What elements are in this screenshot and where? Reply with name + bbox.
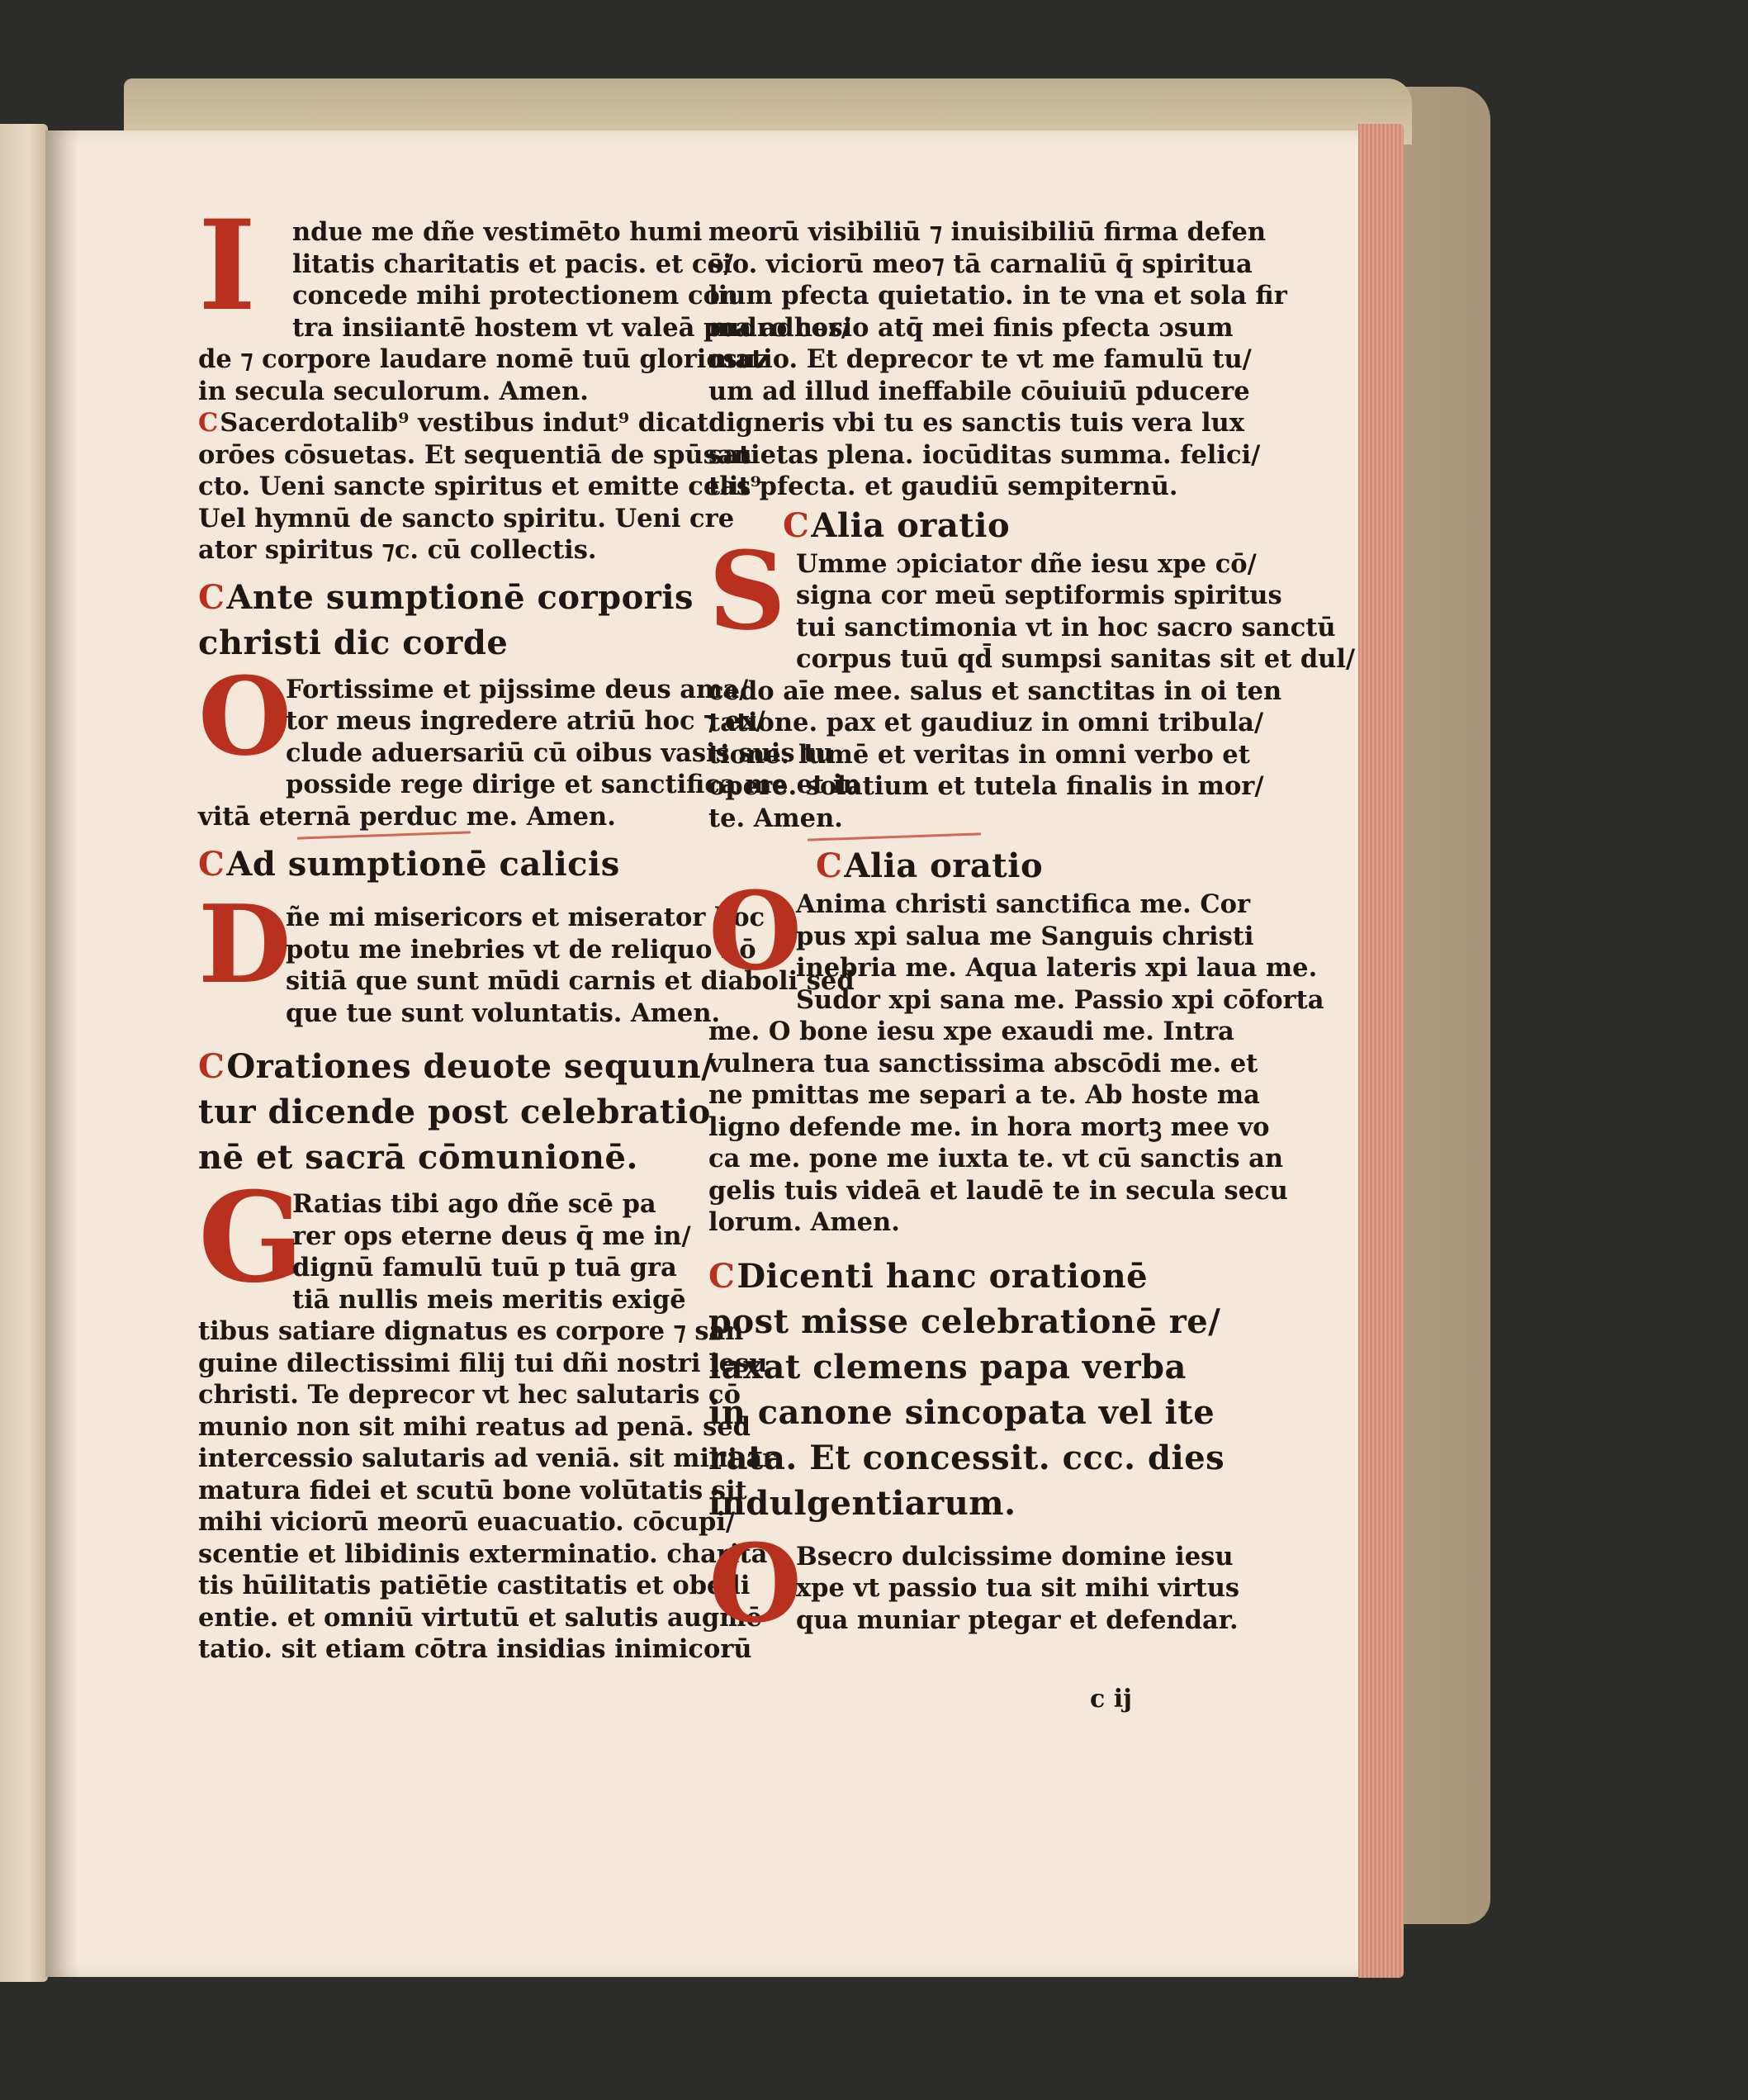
heading-line: indulgentiarum. xyxy=(708,1483,1016,1523)
text-line: opere. solatium et tutela finalis in mor/ xyxy=(708,771,1264,801)
text-line: lorum. Amen. xyxy=(708,1207,900,1237)
dropcap-initial: S xyxy=(708,527,786,654)
rubric-initial: C xyxy=(198,845,225,884)
heading-line xyxy=(816,843,1212,889)
text-line: vitā eternā perduc me. Amen. xyxy=(198,801,616,832)
signature-mark: c ij xyxy=(1090,1685,1132,1714)
text-line: Ratias tibi ago dñe scē pa xyxy=(292,1189,656,1219)
text-line: tione. lumē et veritas in omni verbo et xyxy=(708,739,1250,770)
text-line: scentie et libidinis exterminatio. charita xyxy=(198,1538,768,1569)
text-line: que tue sunt voluntatis. Amen. xyxy=(286,998,721,1028)
text-line: ne pmittas me separi a te. Ab hoste ma xyxy=(708,1080,1260,1110)
page-edges xyxy=(1358,124,1404,1978)
text-line: matio. Et deprecor te vt me famulū tu/ xyxy=(708,344,1252,374)
text-line: qua muniar ptegar et defendar. xyxy=(796,1605,1239,1635)
text-run: Orationes deuote sequun/ xyxy=(226,1047,714,1086)
text-line: cedo aīe mee. salus et sanctitas in oi ten xyxy=(708,676,1282,706)
text-run: Ad sumptionē calicis xyxy=(226,845,620,884)
text-line: xpe vt passio tua sit mihi virtus xyxy=(796,1573,1240,1603)
text-line: Sudor xpi sana me. Passio xpi cōforta xyxy=(796,984,1324,1015)
text-line: ndue me dñe vestimēto humi xyxy=(292,217,703,247)
paragraph-domine-mi xyxy=(198,881,855,1029)
heading-line xyxy=(198,1044,714,1089)
paragraph-anima-christi xyxy=(708,868,1324,1239)
text-line: signa cor meū septiformis spiritus xyxy=(796,581,1282,610)
heading-line: laxat clemens papa verba xyxy=(708,1347,1187,1387)
text-line: Bsecro dulcissime domine iesu xyxy=(796,1541,1234,1571)
text-line: clude aduersariū cū oibus vasis suis tu xyxy=(286,737,834,768)
text-line: intercessio salutaris ad veniā. sit mihi ar xyxy=(198,1443,776,1473)
text-line: inebria me. Aqua lateris xpi laua me. xyxy=(796,953,1318,983)
text-run: Sacerdotalib⁹ vestibus indut⁹ dicat xyxy=(220,408,709,438)
rubric-initial: C xyxy=(198,1047,225,1086)
text-run: Alia oratio xyxy=(811,505,1011,545)
text-line: dignū famulū tuū p tuā gra xyxy=(292,1253,677,1282)
text-line: ator spiritus ⁊c. cū collectis. xyxy=(198,535,597,565)
text-line: ligno defende me. in hora mortꝫ mee vo xyxy=(708,1112,1270,1142)
rubric-initial: C xyxy=(783,505,810,545)
rubric-initial: C xyxy=(198,408,219,438)
text-line: tis hūilitatis patiētie castitatis et obedi xyxy=(198,1571,751,1600)
heading-line xyxy=(198,841,698,887)
text-line: christi. Te deprecor vt hec salutaris cō xyxy=(198,1380,741,1410)
paragraph-summe xyxy=(708,527,1356,835)
dropcap-initial: D xyxy=(198,881,291,1007)
spacer xyxy=(198,566,698,575)
text-line: vulnera tua sanctissima abscōdi me. et xyxy=(708,1048,1258,1078)
text-line: te. Amen. xyxy=(708,803,843,833)
paragraph-obsecro xyxy=(708,1519,1240,1647)
text-line: sitiā que sunt mūdi carnis et diaboli sed xyxy=(286,966,855,996)
heading-dicenti-hanc xyxy=(708,1254,1225,1526)
rubric-initial: C xyxy=(816,846,843,885)
text-line: tor meus ingredere atriū hoc ⁊ ex/ xyxy=(286,706,765,736)
paragraph-gratias xyxy=(198,1165,776,1666)
heading-line: rata. Et concessit. ccc. dies xyxy=(708,1438,1225,1477)
text-line: de ⁊ corpore laudare nomē tuū gloriosuz xyxy=(198,344,770,374)
text-line: pus xpi salua me Sanguis christi xyxy=(796,921,1254,951)
dropcap-initial: I xyxy=(198,193,257,339)
right-column xyxy=(708,216,1356,1647)
text-line: tatione. pax et gaudiuz in omni tribula/ xyxy=(708,708,1264,737)
dropcap-initial: G xyxy=(198,1165,305,1311)
text-line: gelis tuis videā et laudē te in secula secu xyxy=(708,1175,1288,1206)
text-line: litatis charitatis et pacis. et cō/ xyxy=(292,249,733,279)
rubric-initial: C xyxy=(198,577,225,617)
text-line: orōes cōsuetas. Et sequentiā de spūsan xyxy=(198,439,752,470)
text-run: Dicenti hanc orationē xyxy=(737,1256,1149,1296)
text-line: ñe mi misericors et miserator hoc xyxy=(286,903,765,932)
spacer xyxy=(708,1239,1212,1254)
rubric-initial: C xyxy=(708,1256,736,1296)
dropcap-initial: O xyxy=(708,1519,803,1647)
heading-line: nē et sacrā cōmunionē. xyxy=(198,1138,638,1177)
text-line: posside rege dirige et sanctifica me et in xyxy=(286,770,861,799)
text-run: Ante sumptionē corporis xyxy=(226,577,694,617)
text-line: concede mihi protectionem con xyxy=(292,281,739,310)
text-line: Anima christi sanctifica me. Cor xyxy=(796,889,1251,919)
heading-alia-oratio-2 xyxy=(816,843,1212,889)
text-line: Umme ɔpiciator dñe iesu xpe cō/ xyxy=(796,548,1257,579)
text-line: tra insiiantē hostem vt valeā pudro cor/ xyxy=(292,312,851,343)
text-line: digneris vbi tu es sanctis tuis vera lux xyxy=(708,408,1244,438)
heading-orationes-deuote xyxy=(198,1044,714,1180)
text-line: matura fidei et scutū bone volūtatis sit xyxy=(198,1475,747,1505)
heading-line: christi dic corde xyxy=(198,623,509,662)
heading-line xyxy=(198,575,698,620)
heading-line xyxy=(708,1254,1212,1299)
heading-line xyxy=(783,503,1212,548)
text-line: tas pfecta. et gaudiū sempiternū. xyxy=(708,472,1178,501)
dropcap-initial: O xyxy=(708,868,803,994)
text-line: um ad illud ineffabile cōuiuiū pducere xyxy=(708,376,1250,406)
text-line: in secula seculorum. Amen. xyxy=(198,376,589,406)
paragraph-induе xyxy=(198,193,851,407)
text-line: me. O bone iesu xpe exaudi me. Intra xyxy=(708,1017,1234,1046)
text-line: meorū visibiliū ⁊ inuisibiliū firma defen xyxy=(708,217,1267,247)
text-line: satietas plena. iocūditas summa. felici/ xyxy=(708,439,1261,470)
text-line: mihi viciorū meorū euacuatio. cōcupi/ xyxy=(198,1507,736,1537)
paragraph-sacerdotalibus xyxy=(198,407,761,566)
text-line: sio. viciorū meo⁊ tā carnaliū q̄ spiritua xyxy=(708,249,1253,279)
text-line: cto. Ueni sancte spiritus et emitte celit⁹ xyxy=(198,472,761,501)
text-line: tui sanctimonia vt in hoc sacro sanctū xyxy=(796,612,1336,642)
text-line: potu me inebries vt de reliquo nō xyxy=(286,934,756,965)
spacer xyxy=(198,1029,698,1044)
left-facing-page xyxy=(0,124,48,1982)
heading-line: tur dicende post celebratio xyxy=(198,1093,711,1131)
text-line: tibus satiare dignatus es corpore ⁊ san xyxy=(198,1316,744,1346)
paragraph-meorum xyxy=(708,216,1287,503)
text-line: munio non sit mihi reatus ad penā. sed xyxy=(198,1411,751,1442)
text-line: corpus tuū qd̄ sumpsi sanitas sit et dul/ xyxy=(796,644,1356,674)
text-line: tatio. sit etiam cōtra insidias inimicorū xyxy=(198,1634,752,1664)
text-line: Uel hymnū de sancto spiritu. Ueni cre xyxy=(198,503,735,533)
heading-ante-sumptionem xyxy=(198,575,698,666)
text-line: entie. et omniū virtutū et salutis augmē xyxy=(198,1602,762,1633)
text-line: ca me. pone me iuxta te. vt cū sanctis an xyxy=(708,1144,1284,1173)
text-line: lium pfecta quietatio. in te vna et sola fir xyxy=(708,281,1287,310)
heading-line: post misse celebrationē re/ xyxy=(708,1301,1221,1341)
text-line: Fortissime et pijssime deus ama/ xyxy=(286,674,749,704)
gutter-shadow xyxy=(45,130,78,1977)
heading-alia-oratio-1 xyxy=(783,503,1212,548)
text-line xyxy=(198,407,709,439)
heading-line: in canone sincopata vel ite xyxy=(708,1392,1215,1432)
text-line: rer ops eterne deus q̄ me in/ xyxy=(292,1221,691,1251)
text-line: ma adhesio atq̄ mei finis pfecta ɔsum xyxy=(708,312,1234,343)
heading-ad-sumptionem-calicis xyxy=(198,841,698,887)
dropcap-initial: O xyxy=(198,652,292,780)
text-line: guine dilectissimi filij tui dñi nostri iesu xyxy=(198,1348,768,1378)
text-run: Alia oratio xyxy=(844,846,1044,885)
text-line: tiā nullis meis meritis exigē xyxy=(292,1284,686,1315)
